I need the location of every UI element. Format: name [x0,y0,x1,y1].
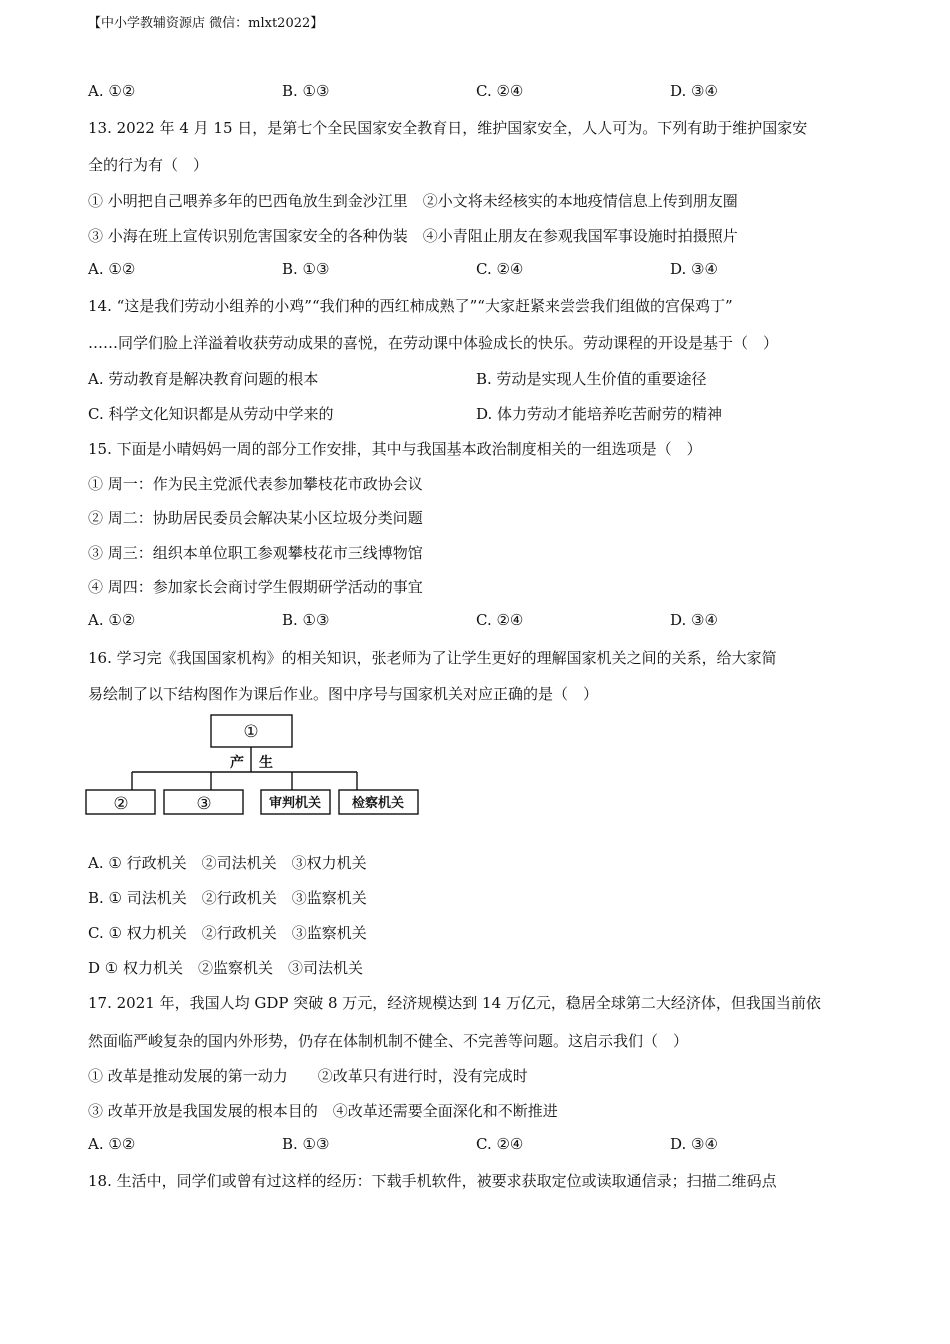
q15-item-4: ④ 周四：参加家长会商讨学生假期研学活动的事宜 [88,578,423,596]
q13-option-a[interactable]: A. ①② [88,260,136,278]
q16-option-a[interactable]: A. ① 行政机关 ②司法机关 ③权力机关 [88,854,367,872]
q17-option-c[interactable]: C. ②④ [476,1135,524,1153]
q13-stem-line2: 全的行为有（ ） [88,156,209,174]
page-header: 【中小学教辅资源店 微信：mlxt2022】 [88,16,324,31]
q17-item-line2: ③ 改革开放是我国发展的根本目的 ④改革还需要全面深化和不断推进 [88,1102,558,1120]
q15-item-3: ③ 周三：组织本单位职工参观攀枝花市三线博物馆 [88,544,423,562]
q14-option-c[interactable]: C. 科学文化知识都是从劳动中学来的 [88,405,334,423]
q14-stem-line1: 14. “这是我们劳动小组养的小鸡”“我们种的西红柿成熟了”“大家赶紧来尝尝我们组做的宫保鸡丁” [88,297,733,315]
q14-option-a[interactable]: A. 劳动教育是解决教育问题的根本 [88,370,319,388]
q16-option-d[interactable]: D ① 权力机关 ②监察机关 ③司法机关 [88,959,364,977]
q18-stem-line1: 18. 生活中，同学们或曾有过这样的经历：下载手机软件，被要求获取定位或读取通信录；扫描二维码点 [88,1172,777,1190]
q12-option-a[interactable]: A. ①② [88,82,136,100]
q13-item-line1: ① 小明把自己喂养多年的巴西龟放生到金沙江里 ②小文将未经核实的本地疫情信息上传到朋友圈 [88,192,738,210]
q13-stem-line1: 13. 2022 年 4 月 15 日，是第七个全民国家安全教育日，维护国家安全，人人可为。下列有助于维护国家安 [88,119,808,137]
q13-option-d[interactable]: D. ③④ [670,260,718,278]
q14-options-row2 [88,403,888,425]
q13-options [88,260,888,282]
q12-option-c[interactable]: C. ②④ [476,82,524,100]
q17-options [88,1135,888,1157]
q13-option-b[interactable]: B. ①③ [282,260,330,278]
q17-item-line1: ① 改革是推动发展的第一动力 ②改革只有进行时，没有完成时 [88,1067,528,1085]
q15-option-d[interactable]: D. ③④ [670,611,718,629]
q12-options [88,82,888,104]
q12-option-b[interactable]: B. ①③ [282,82,330,100]
q14-option-d[interactable]: D. 体力劳动才能培养吃苦耐劳的精神 [476,405,723,423]
q17-option-d[interactable]: D. ③④ [670,1135,718,1153]
q15-option-b[interactable]: B. ①③ [282,611,330,629]
diagram-node-3: ③ [196,794,212,814]
state-organs-diagram [80,710,430,820]
q16-option-b[interactable]: B. ① 司法机关 ②行政机关 ③监察机关 [88,889,367,907]
q15-stem: 15. 下面是小晴妈妈一周的部分工作安排，其中与我国基本政治制度相关的一组选项是（ ） [88,440,702,458]
q14-option-b[interactable]: B. 劳动是实现人生价值的重要途径 [476,370,707,388]
q14-options-row1 [88,368,888,390]
q16-option-c[interactable]: C. ① 权力机关 ②行政机关 ③监察机关 [88,924,367,942]
q17-option-b[interactable]: B. ①③ [282,1135,330,1153]
q13-item-line2: ③ 小海在班上宣传识别危害国家安全的各种伪装 ④小青阻止朋友在参观我国军事设施时拍摄照片 [88,227,738,245]
q15-option-a[interactable]: A. ①② [88,611,136,629]
diagram-node-procuratorate: 检察机关 [351,796,405,811]
diagram-label-sheng: 生 [259,755,273,771]
q15-option-c[interactable]: C. ②④ [476,611,524,629]
q13-option-c[interactable]: C. ②④ [476,260,524,278]
q12-option-d[interactable]: D. ③④ [670,82,718,100]
diagram-node-court: 审判机关 [268,796,322,811]
q16-stem-line2: 易绘制了以下结构图作为课后作业。图中序号与国家机关对应正确的是（ ） [88,685,599,703]
q16-stem-line1: 16. 学习完《我国国家机构》的相关知识，张老师为了让学生更好的理解国家机关之间的关系，给大家简 [88,649,777,667]
q17-option-a[interactable]: A. ①② [88,1135,136,1153]
q15-item-2: ② 周二：协助居民委员会解决某小区垃圾分类问题 [88,509,423,527]
q15-options [88,611,888,633]
q15-item-1: ① 周一：作为民主党派代表参加攀枝花市政协会议 [88,475,423,493]
diagram-node-2: ② [113,794,129,814]
diagram-label-chan: 产 [230,755,244,771]
q17-stem-line1: 17. 2021 年，我国人均 GDP 突破 8 万元，经济规模达到 14 万亿元，稳居全球第二大经济体，但我国当前依 [88,994,821,1012]
q17-stem-line2: 然面临严峻复杂的国内外形势，仍存在体制机制不健全、不完善等问题。这启示我们（ ） [88,1032,689,1050]
diagram-node-1: ① [243,722,259,742]
q14-stem-line2: ……同学们脸上洋溢着收获劳动成果的喜悦，在劳动课中体验成长的快乐。劳动课程的开设是基于（ ） [88,334,779,352]
